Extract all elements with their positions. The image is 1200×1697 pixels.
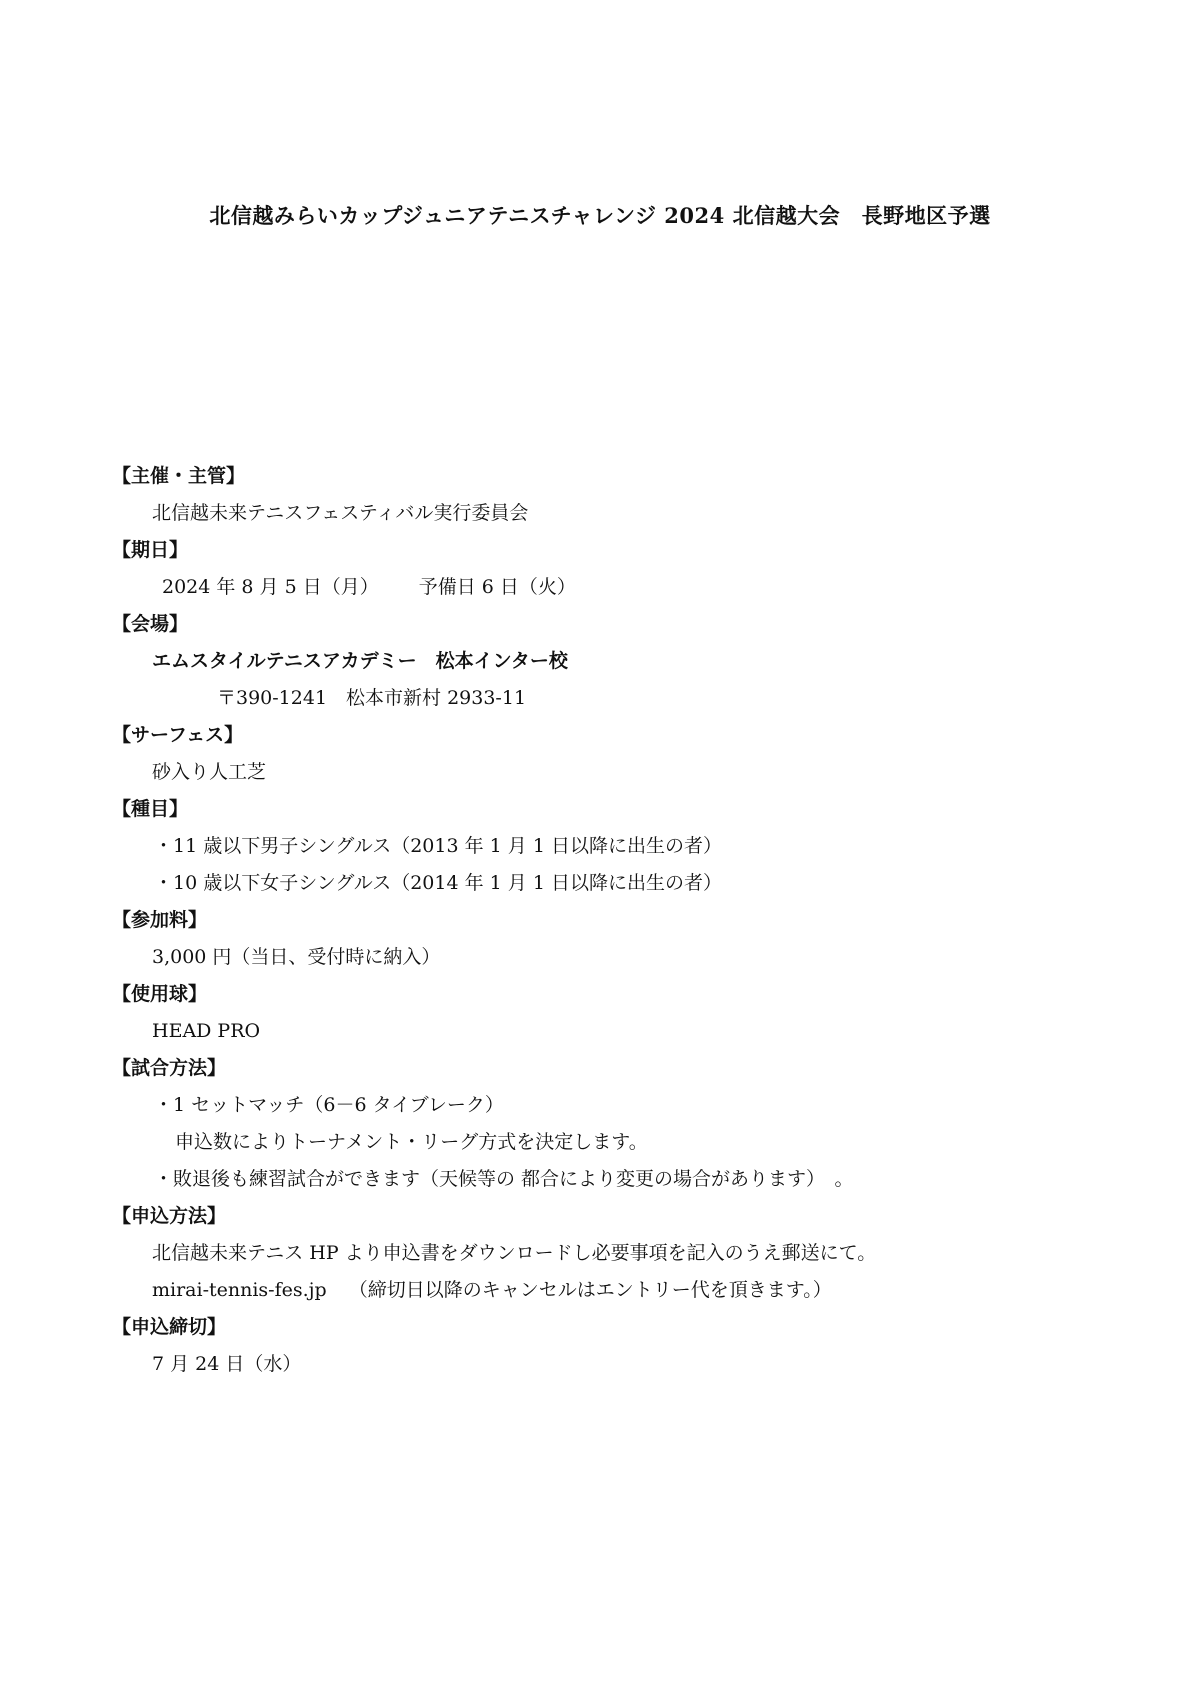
organizer-text: 北信越未来テニスフェスティバル実行委員会 [152, 502, 529, 524]
date-reserve: 予備日 6 日（火） [418, 576, 576, 598]
fee-heading: 【参加料】 [112, 909, 208, 931]
application-url-line [112, 1272, 1112, 1309]
date-line [112, 569, 1112, 606]
ball-heading: 【使用球】 [112, 983, 208, 1005]
date-main: 2024 年 8 月 5 日（月） [162, 576, 379, 598]
surface-heading: 【サーフェス】 [112, 724, 244, 746]
event-item-boys: ・11 歳以下男子シングルス（2013 年 1 月 1 日以降に出生の者） [154, 835, 722, 857]
organizer-heading: 【主催・主管】 [112, 465, 246, 487]
application-text: 北信越未来テニス HP より申込書をダウンロードし必要事項を記入のうえ郵送にて。 [152, 1242, 877, 1264]
ball-text: HEAD PRO [152, 1020, 261, 1042]
date-heading: 【期日】 [112, 539, 189, 561]
venue-address: 〒390-1241 松本市新村 2933-11 [217, 687, 527, 709]
format-heading: 【試合方法】 [112, 1057, 227, 1079]
document-content [112, 458, 1112, 1383]
venue-name: エムスタイルテニスアカデミー 松本インター校 [152, 650, 568, 672]
fee-text: 3,000 円（当日、受付時に納入） [152, 946, 441, 968]
event-item-girls: ・10 歳以下女子シングルス（2014 年 1 月 1 日以降に出生の者） [154, 872, 722, 894]
format-item-set-match: ・1 セットマッチ（6－6 タイブレーク） [154, 1094, 504, 1116]
format-item-set-match-cont: 申込数によりトーナメント・リーグ方式を決定します。 [175, 1131, 648, 1153]
application-note: （締切日以降のキャンセルはエントリー代を頂きます。） [348, 1279, 832, 1301]
document-title: 北信越みらいカップジュニアテニスチャレンジ 2024 北信越大会 長野地区予選 [209, 203, 991, 228]
application-url: mirai-tennis-fes.jp [152, 1279, 327, 1301]
application-heading: 【申込方法】 [112, 1205, 227, 1227]
events-heading: 【種目】 [112, 798, 189, 820]
deadline-heading: 【申込締切】 [112, 1316, 227, 1338]
venue-heading: 【会場】 [112, 613, 189, 635]
deadline-text: 7 月 24 日（水） [152, 1353, 302, 1375]
surface-text: 砂入り人工芝 [152, 761, 267, 783]
format-item-practice: ・敗退後も練習試合ができます（天候等の 都合により変更の場合があります） 。 [154, 1168, 854, 1190]
